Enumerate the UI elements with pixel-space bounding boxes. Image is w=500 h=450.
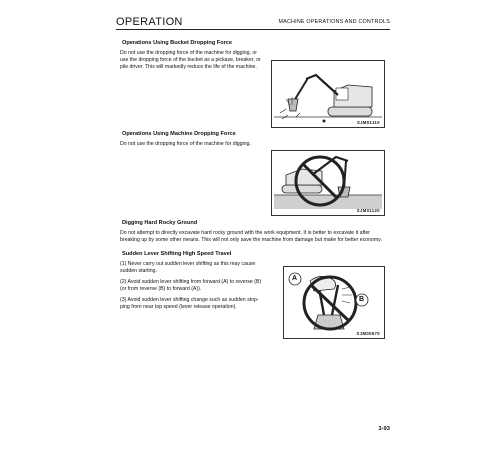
section-title-hard-rocky-ground: Digging Hard Rocky Ground (122, 220, 198, 226)
figure-code-1: SJM01110 (357, 120, 380, 125)
section-title-machine-dropping: Operations Using Machine Dropping Force (122, 131, 236, 137)
list-item-lever-1: (1) Never carry out sudden lever shifting as this may cause sudden starting. (120, 261, 256, 274)
page-number: 3-93 (378, 426, 390, 432)
label-b: B (359, 296, 365, 303)
list-item-lever-2: (2) Avoid sudden lever shifting from forward (A) to reverse (B) (or from reverse (B) to forward (A)). (120, 279, 262, 292)
list-item-lever-3: (3) Avoid sudden lever shifting change such as sudden stop- ping from near top speed (lever release operation). (120, 297, 259, 310)
header-rule (116, 29, 390, 30)
figure-code-3: SJM00670 (356, 331, 380, 336)
figure-code-2: SJM01120 (356, 208, 380, 213)
section-title-sudden-lever: Sudden Lever Shifting High Speed Travel (122, 251, 232, 257)
figure-travel-lever (283, 266, 385, 339)
excavator-bucket-drop-figure (272, 61, 384, 127)
page-section-title: OPERATION (116, 16, 183, 28)
figure-bucket-dropping (271, 60, 385, 128)
section-title-bucket-dropping: Operations Using Bucket Dropping Force (122, 40, 233, 46)
section-body-hard-rocky-ground: Do not attempt to directly excavate hard rocky ground with the work equipment. It is better to excavate it after breaking up by some other means. This will not only save the machine from damage but make for better economy. (120, 230, 382, 243)
excavator-machine-drop-figure (272, 151, 384, 215)
section-body-machine-dropping: Do not use the dropping force of the machine for digging. (120, 141, 251, 147)
label-a: A (292, 275, 298, 282)
figure-machine-dropping (271, 150, 385, 216)
chapter-title: MACHINE OPERATIONS AND CONTROLS (278, 19, 390, 25)
section-body-bucket-dropping: Do not use the dropping force of the machine for digging, or use the dropping force of the bucket as a pickaxe, breaker, or pile driver. This will markedly reduce the life of the machine. (120, 50, 261, 70)
travel-lever-figure (284, 267, 384, 338)
